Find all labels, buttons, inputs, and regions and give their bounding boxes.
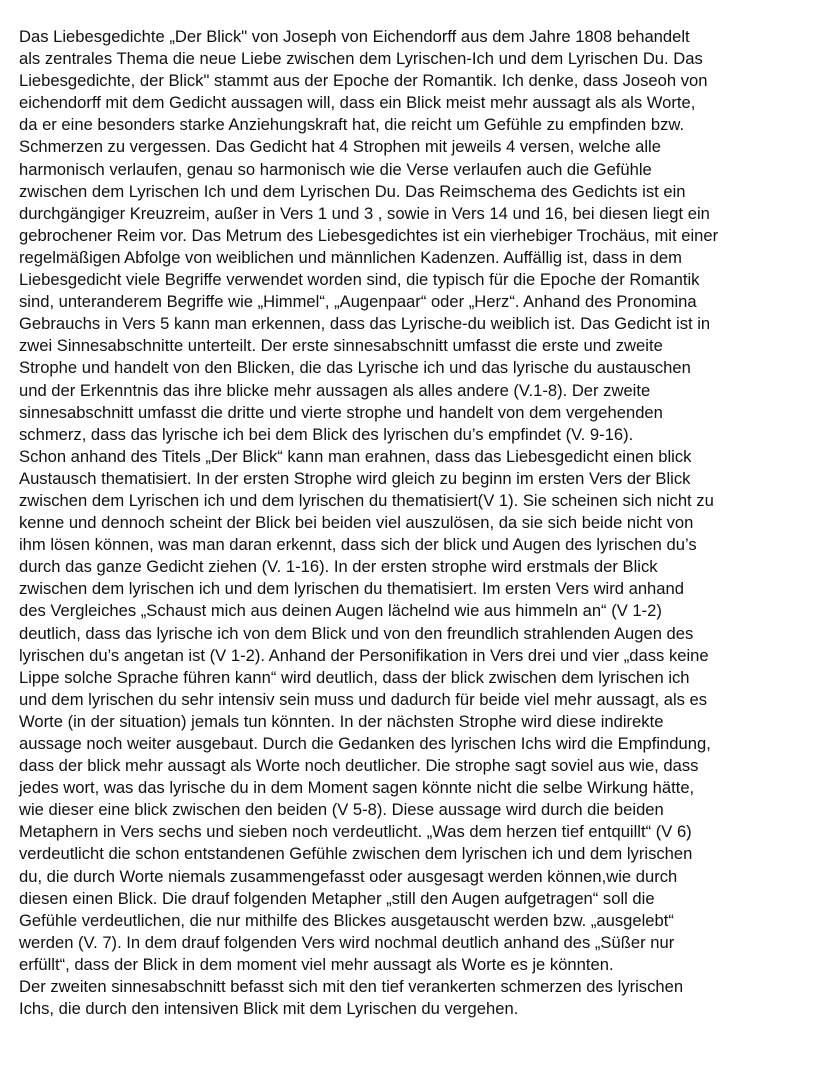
text-line: und der Erkenntnis das ihre blicke mehr aussagen als alles andere (V.1-8). Der zweite — [19, 380, 651, 400]
text-line: des Vergleiches „Schaust mich aus deinen Augen lächelnd wie aus himmeln an“ (V 1-2) — [19, 601, 662, 621]
text-line: Liebesgedicht viele Begriffe verwendet worden sind, die typisch für die Epoche der Romantik — [19, 270, 700, 290]
text-line: werden (V. 7). In dem drauf folgenden Vers wird nochmal deutlich anhand des „Süßer nur — [19, 932, 675, 952]
text-line: erfüllt“, dass der Blick in dem moment viel mehr aussagt als Worte es je könnten. — [19, 954, 614, 974]
text-line: Gefühle verdeutlichen, die nur mithilfe des Blickes ausgetauscht werden bzw. „ausgelebt“ — [19, 910, 674, 930]
text-line: diesen einen Blick. Die drauf folgenden Metapher „still den Augen aufgetragen“ soll die — [19, 888, 655, 908]
text-line: verdeutlicht die schon entstandenen Gefühle zwischen dem lyrischen ich und dem lyrischen — [19, 844, 693, 864]
text-line: Schmerzen zu vergessen. Das Gedicht hat 4 Strophen mit jeweils 4 versen, welche alle — [19, 137, 661, 157]
text-line: zwischen dem Lyrischen ich und dem lyrischen du thematisiert(V 1). Sie scheinen sich nicht zu — [19, 490, 714, 510]
text-line: du, die durch Worte niemals zusammengefasst oder ausgesagt werden können,wie durch — [19, 866, 678, 886]
text-line: zwei Sinnesabschnitte unterteilt. Der erste sinnesabschnitt umfasst die erste und zweite — [19, 336, 663, 356]
text-line: zwischen dem Lyrischen Ich und dem Lyrischen Du. Das Reimschema des Gedichts ist ein — [19, 181, 686, 201]
text-line: wie dieser eine blick zwischen den beiden (V 5-8). Diese aussage wird durch die beiden — [19, 800, 664, 820]
text-line: durch das ganze Gedicht ziehen (V. 1-16). In der ersten strophe wird erstmals der Blick — [19, 557, 658, 577]
text-line: deutlich, dass das lyrische ich von dem Blick und von den freundlich strahlenden Augen des — [19, 623, 694, 643]
text-line: Austausch thematisiert. In der ersten Strophe wird gleich zu beginn im ersten Vers der Blick — [19, 468, 691, 488]
text-line: ihm lösen können, was man daran erkennt, dass sich der blick und Augen des lyrischen du’s — [19, 535, 697, 555]
text-line: Strophe und handelt von den Blicken, die das Lyrische ich und das lyrische du austauschen — [19, 358, 691, 378]
text-line: da er eine besonders starke Anziehungskraft hat, die reicht um Gefühle zu empfinden bzw. — [19, 115, 685, 135]
text-line: aussage noch weiter ausgebaut. Durch die Gedanken des lyrischen Ichs wird die Empfindung, — [19, 734, 711, 753]
text-line: lyrischen du’s angetan ist (V 1-2). Anhand der Personifikation in Vers drei und vier „dass keine — [19, 645, 709, 665]
text-line: Ichs, die durch den intensiven Blick mit dem Lyrischen du vergehen. — [19, 999, 519, 1019]
text-line: Metaphern in Vers sechs und sieben noch verdeutlicht. „Was dem herzen tief entquillt“ (V 6) — [19, 822, 692, 842]
text-line: eichendorff mit dem Gedicht aussagen will, dass ein Blick meist mehr aussagt als als Worte, — [19, 93, 696, 113]
text-line: als zentrales Thema die neue Liebe zwischen dem Lyrischen-Ich und dem Lyrischen Du. Das — [19, 49, 703, 69]
text-line: zwischen dem lyrischen ich und dem lyrischen du thematisiert. Im ersten Vers wird anhand — [19, 579, 684, 599]
text-line: und dem lyrischen du sehr intensiv sein muss und dadurch für beide viel mehr aussagt, als es — [19, 689, 708, 709]
text-line: Das Liebesgedichte „Der Blick" von Joseph von Eichendorff aus dem Jahre 1808 behandelt — [19, 27, 690, 46]
text-line: sinnesabschnitt umfasst die dritte und vierte strophe und handelt von dem vergehenden — [19, 402, 663, 422]
essay-text — [19, 26, 819, 1020]
text-line: Worte (in der situation) jemals tun könnten. In der nächsten Strophe wird diese indirekte — [19, 711, 664, 731]
text-line: durchgängiger Kreuzreim, außer in Vers 1 und 3 , sowie in Vers 14 und 16, bei diesen liegt ein — [19, 203, 710, 223]
text-line: Der zweiten sinnesabschnitt befasst sich mit den tief verankerten schmerzen des lyrischen — [19, 977, 684, 997]
text-line: gebrochener Reim vor. Das Metrum des Liebesgedichtes ist ein vierhebiger Trochäus, mit einer — [19, 225, 719, 245]
text-line: jedes wort, was das lyrische du in dem Moment sagen könnte nicht die selbe Wirkung hätte, — [19, 778, 695, 798]
text-line: Liebesgedichte, der Blick" stammt aus der Epoche der Romantik. Ich denke, dass Joseoh von — [19, 71, 708, 91]
text-line: harmonisch verlaufen, genau so harmonisch wie die Verse verlaufen auch die Gefühle — [19, 159, 652, 179]
text-line: schmerz, dass das lyrische ich bei dem Blick des lyrischen du’s empfindet (V. 9-16). — [19, 424, 634, 444]
text-line: sind, unteranderem Begriffe wie „Himmel“, „Augenpaar“ oder „Herz“. Anhand des Pronomina — [19, 292, 697, 312]
text-line: Gebrauchs in Vers 5 kann man erkennen, dass das Lyrische-du weiblich ist. Das Gedicht ist in — [19, 314, 711, 334]
text-line: kenne und dennoch scheint der Blick bei beiden viel auszulösen, da sie sich beide nicht von — [19, 513, 694, 533]
text-line: Schon anhand des Titels „Der Blick“ kann man erahnen, dass das Liebesgedicht einen blick — [19, 446, 692, 466]
text-line: dass der blick mehr aussagt als Worte noch deutlicher. Die strophe sagt soviel aus wie, dass — [19, 756, 699, 776]
text-line: Lippe solche Sprache führen kann“ wird deutlich, dass der blick zwischen dem lyrischen ich — [19, 667, 690, 687]
text-line: regelmäßigen Abfolge von weiblichen und männlichen Kadenzen. Auffällig ist, dass in dem — [19, 247, 682, 267]
